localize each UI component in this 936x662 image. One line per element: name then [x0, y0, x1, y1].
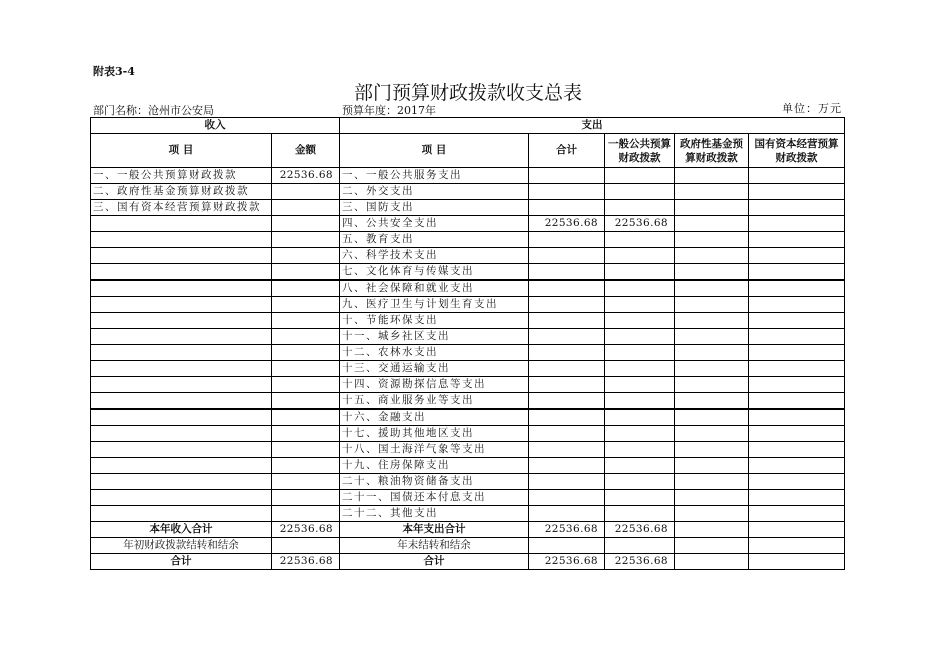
expense-item-cell: 三、国防支出 [340, 200, 529, 216]
income-amount-cell [272, 506, 340, 522]
expense-total-cell [529, 458, 605, 474]
general-budget-cell [605, 377, 675, 393]
expense-total-cell [529, 361, 605, 377]
expense-total-cell [529, 200, 605, 216]
expense-item-cell: 八、社会保障和就业支出 [340, 280, 529, 297]
expense-total-cell: 22536.68 [529, 522, 605, 538]
income-amount-cell [272, 200, 340, 216]
expense-total-cell [529, 442, 605, 458]
income-amount-cell [272, 345, 340, 361]
income-item-cell [91, 409, 272, 426]
fund-budget-cell [675, 297, 749, 313]
fund-budget-cell [675, 232, 749, 248]
fund-budget-cell [675, 184, 749, 200]
general-budget-cell [605, 264, 675, 281]
general-budget-cell [605, 426, 675, 442]
state-capital-cell [749, 345, 845, 361]
fund-budget-cell [675, 409, 749, 426]
income-item-cell [91, 393, 272, 410]
expense-total-cell: 22536.68 [529, 554, 605, 570]
expense-total-cell [529, 393, 605, 410]
expense-total-cell [529, 264, 605, 281]
expense-item-cell: 十八、国土海洋气象等支出 [340, 442, 529, 458]
income-amount-cell [272, 184, 340, 200]
expense-item-cell: 本年支出合计 [340, 522, 529, 538]
general-budget-cell [605, 506, 675, 522]
general-budget-cell [605, 200, 675, 216]
expense-item-cell: 二十一、国债还本付息支出 [340, 490, 529, 506]
income-amount-cell [272, 426, 340, 442]
income-amount-cell [272, 393, 340, 410]
expense-item-cell: 十三、交通运输支出 [340, 361, 529, 377]
fund-budget-cell [675, 329, 749, 345]
table-row [91, 329, 845, 345]
expense-total-cell [529, 313, 605, 329]
table-row [91, 474, 845, 490]
table-row [91, 200, 845, 216]
state-capital-cell [749, 409, 845, 426]
expense-item-cell: 七、文化体育与传媒支出 [340, 264, 529, 281]
general-budget-cell [605, 313, 675, 329]
income-amount-cell [272, 280, 340, 297]
expense-total-cell [529, 248, 605, 264]
general-budget-cell [605, 490, 675, 506]
income-item-cell [91, 232, 272, 248]
income-item-cell [91, 248, 272, 264]
expense-item-cell: 年末结转和结余 [340, 538, 529, 554]
expense-item-cell: 一、一般公共服务支出 [340, 168, 529, 184]
expense-total-cell [529, 168, 605, 184]
state-capital-cell [749, 506, 845, 522]
income-amount-cell [272, 409, 340, 426]
expense-item-cell: 九、医疗卫生与计划生育支出 [340, 297, 529, 313]
expense-total-cell [529, 377, 605, 393]
income-item-cell [91, 297, 272, 313]
fund-budget-cell [675, 393, 749, 410]
expense-header: 支出 [340, 118, 845, 134]
table-row [91, 168, 845, 184]
general-budget-cell [605, 232, 675, 248]
general-budget-cell [605, 168, 675, 184]
general-budget-cell: 22536.68 [605, 522, 675, 538]
fund-budget-cell [675, 377, 749, 393]
state-capital-cell [749, 280, 845, 297]
fund-budget-cell [675, 474, 749, 490]
income-item-cell: 合计 [91, 554, 272, 570]
department-name: 部门名称：沧州市公安局 [93, 104, 214, 117]
income-item-cell: 年初财政拨款结转和结余 [91, 538, 272, 554]
expense-total-cell: 22536.68 [529, 216, 605, 232]
table-row [91, 490, 845, 506]
state-capital-cell [749, 361, 845, 377]
income-item-cell [91, 329, 272, 345]
general-budget-cell [605, 409, 675, 426]
general-budget-cell [605, 393, 675, 410]
expense-item-cell: 十九、住房保障支出 [340, 458, 529, 474]
state-capital-cell [749, 522, 845, 538]
total-header: 合计 [529, 134, 605, 168]
income-item-cell: 三、国有资本经营预算财政拨款 [91, 200, 272, 216]
state-capital-cell [749, 474, 845, 490]
state-capital-cell [749, 248, 845, 264]
table-row [91, 361, 845, 377]
income-amount-cell [272, 458, 340, 474]
state-capital-cell [749, 264, 845, 281]
state-capital-cell [749, 393, 845, 410]
income-amount-cell: 22536.68 [272, 168, 340, 184]
state-capital-cell [749, 232, 845, 248]
income-item-header: 项 目 [91, 134, 272, 168]
expense-item-cell: 二十二、其他支出 [340, 506, 529, 522]
income-amount-cell [272, 329, 340, 345]
income-amount-cell [272, 313, 340, 329]
income-item-cell [91, 280, 272, 297]
income-item-cell: 本年收入合计 [91, 522, 272, 538]
income-item-cell [91, 216, 272, 232]
income-item-cell [91, 313, 272, 329]
expense-item-cell: 十七、援助其他地区支出 [340, 426, 529, 442]
income-item-cell [91, 442, 272, 458]
summary-row [91, 554, 845, 570]
income-header: 收入 [91, 118, 340, 134]
expense-total-cell [529, 474, 605, 490]
appendix-label: 附表3-4 [93, 65, 135, 78]
income-item-cell: 一、一般公共预算财政拨款 [91, 168, 272, 184]
state-capital-cell [749, 168, 845, 184]
general-budget-cell [605, 458, 675, 474]
fund-budget-cell [675, 264, 749, 281]
table-row [91, 280, 845, 297]
income-amount-cell [272, 216, 340, 232]
income-item-cell [91, 377, 272, 393]
state-capital-cell [749, 490, 845, 506]
income-amount-cell [272, 297, 340, 313]
table-row [91, 216, 845, 232]
general-budget-cell [605, 361, 675, 377]
table-row [91, 313, 845, 329]
table-row [91, 184, 845, 200]
income-amount-cell [272, 474, 340, 490]
income-item-cell: 二、政府性基金预算财政拨款 [91, 184, 272, 200]
state-capital-cell [749, 200, 845, 216]
state-capital-cell [749, 538, 845, 554]
income-item-cell [91, 264, 272, 281]
table-row [91, 426, 845, 442]
general-budget-cell [605, 248, 675, 264]
general-budget-cell [605, 474, 675, 490]
expense-total-cell [529, 280, 605, 297]
expense-total-cell [529, 409, 605, 426]
table-row [91, 297, 845, 313]
expense-total-cell [529, 184, 605, 200]
summary-row [91, 522, 845, 538]
table-row [91, 264, 845, 281]
fund-budget-cell [675, 361, 749, 377]
income-amount-cell: 22536.68 [272, 522, 340, 538]
income-item-cell [91, 490, 272, 506]
fund-budget-cell [675, 280, 749, 297]
expense-item-cell: 二十、粮油物资储备支出 [340, 474, 529, 490]
expense-total-cell [529, 232, 605, 248]
amount-header: 金额 [272, 134, 340, 168]
table-row [91, 506, 845, 522]
state-capital-cell [749, 313, 845, 329]
general-budget-cell [605, 297, 675, 313]
expense-item-cell: 十一、城乡社区支出 [340, 329, 529, 345]
page-title: 部门预算财政拨款收支总表 [353, 82, 582, 104]
expense-total-cell [529, 297, 605, 313]
income-amount-cell [272, 248, 340, 264]
income-amount-cell [272, 232, 340, 248]
state-capital-cell [749, 554, 845, 570]
state-capital-cell [749, 184, 845, 200]
table-row [91, 377, 845, 393]
general-budget-cell [605, 442, 675, 458]
expense-item-cell: 十、节能环保支出 [340, 313, 529, 329]
fund-budget-cell [675, 442, 749, 458]
expense-item-header: 项 目 [340, 134, 529, 168]
state-capital-cell [749, 297, 845, 313]
fund-budget-cell [675, 522, 749, 538]
income-amount-cell [272, 490, 340, 506]
income-item-cell [91, 474, 272, 490]
fund-budget-cell [675, 313, 749, 329]
state-capital-cell [749, 426, 845, 442]
income-amount-cell [272, 264, 340, 281]
general-budget-cell [605, 184, 675, 200]
general-budget-cell [605, 329, 675, 345]
fund-budget-cell [675, 506, 749, 522]
expense-item-cell: 十五、商业服务业等支出 [340, 393, 529, 410]
fund-budget-cell [675, 200, 749, 216]
income-amount-cell [272, 538, 340, 554]
general-budget-cell [605, 280, 675, 297]
state-capital-cell [749, 442, 845, 458]
fund-budget-cell [675, 248, 749, 264]
fund-budget-cell [675, 490, 749, 506]
income-item-cell [91, 506, 272, 522]
expense-total-cell [529, 490, 605, 506]
expense-item-cell: 十二、农林水支出 [340, 345, 529, 361]
income-amount-cell [272, 442, 340, 458]
income-item-cell [91, 345, 272, 361]
budget-table [90, 117, 845, 570]
fund-budget-cell [675, 426, 749, 442]
income-item-cell [91, 361, 272, 377]
state-capital-cell [749, 377, 845, 393]
expense-item-cell: 十四、资源勘探信息等支出 [340, 377, 529, 393]
fund-budget-cell [675, 554, 749, 570]
income-amount-cell [272, 377, 340, 393]
expense-item-cell: 二、外交支出 [340, 184, 529, 200]
expense-item-cell: 六、科学技术支出 [340, 248, 529, 264]
expense-item-cell: 合计 [340, 554, 529, 570]
general-budget-header: 一般公共预算财政拨款 [605, 134, 675, 168]
fund-budget-cell [675, 168, 749, 184]
general-budget-cell [605, 538, 675, 554]
fund-budget-cell [675, 216, 749, 232]
state-capital-header: 国有资本经营预算财政拨款 [749, 134, 845, 168]
expense-item-cell: 五、教育支出 [340, 232, 529, 248]
fund-budget-cell [675, 538, 749, 554]
state-capital-cell [749, 216, 845, 232]
expense-total-cell [529, 329, 605, 345]
expense-total-cell [529, 426, 605, 442]
expense-item-cell: 十六、金融支出 [340, 409, 529, 426]
income-amount-cell [272, 361, 340, 377]
income-item-cell [91, 458, 272, 474]
expense-total-cell [529, 345, 605, 361]
state-capital-cell [749, 329, 845, 345]
budget-year: 预算年度：2017年 [342, 104, 436, 117]
table-row [91, 458, 845, 474]
general-budget-cell [605, 345, 675, 361]
fund-budget-cell [675, 345, 749, 361]
expense-total-cell [529, 538, 605, 554]
income-item-cell [91, 426, 272, 442]
fund-budget-cell [675, 458, 749, 474]
table-row [91, 409, 845, 426]
general-budget-cell: 22536.68 [605, 554, 675, 570]
table-row [91, 248, 845, 264]
fund-budget-header: 政府性基金预算财政拨款 [675, 134, 749, 168]
expense-item-cell: 四、公共安全支出 [340, 216, 529, 232]
table-row [91, 345, 845, 361]
summary-row [91, 538, 845, 554]
state-capital-cell [749, 458, 845, 474]
general-budget-cell: 22536.68 [605, 216, 675, 232]
income-amount-cell: 22536.68 [272, 554, 340, 570]
unit-label: 单位：万元 [782, 102, 842, 115]
expense-total-cell [529, 506, 605, 522]
table-row [91, 393, 845, 410]
table-row [91, 442, 845, 458]
table-row [91, 232, 845, 248]
